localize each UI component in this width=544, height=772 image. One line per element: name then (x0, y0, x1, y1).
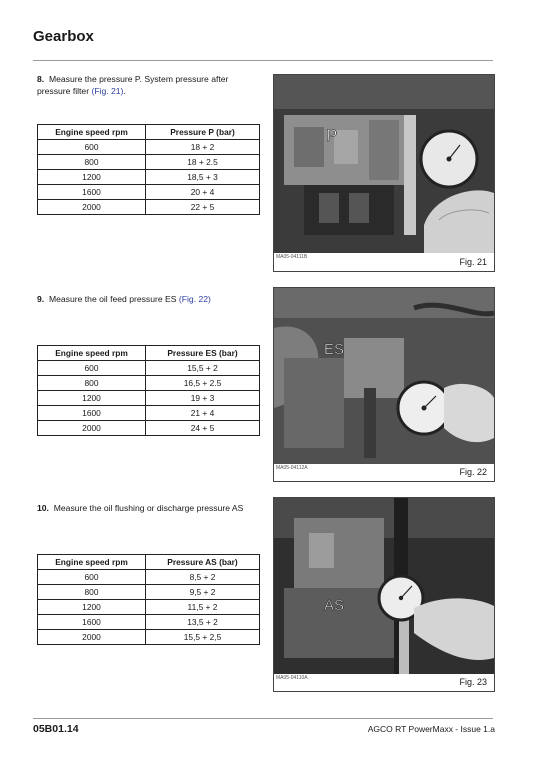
table-cell: 2000 (38, 421, 146, 436)
figure-code: MA05-04110A (276, 675, 308, 681)
step-text: Measure the pressure P. System pressure after pressure filter (37, 74, 229, 96)
table-cell: 18 + 2.5 (146, 155, 260, 170)
table-row (38, 570, 260, 585)
pressure-table-as (37, 554, 260, 645)
table-cell: 1200 (38, 600, 146, 615)
table-cell: 2000 (38, 200, 146, 215)
table-row (38, 600, 260, 615)
table-row (38, 585, 260, 600)
table-cell: 600 (38, 361, 146, 376)
step-number: 9. (37, 294, 45, 304)
step-number: 8. (37, 74, 45, 84)
table-row (38, 421, 260, 436)
figure-23-photo (274, 498, 494, 674)
table-row (38, 185, 260, 200)
table-cell: 18,5 + 3 (146, 170, 260, 185)
table-cell: 13,5 + 2 (146, 615, 260, 630)
table-row (38, 630, 260, 645)
page-title: Gearbox (33, 28, 94, 45)
table-cell: 800 (38, 376, 146, 391)
table-row (38, 200, 260, 215)
photo-label: AS (324, 597, 345, 614)
column-header: Engine speed rpm (38, 125, 146, 140)
table-row (38, 361, 260, 376)
table-cell: 800 (38, 155, 146, 170)
figure-reference-link[interactable]: (Fig. 21) (91, 85, 124, 96)
column-header: Pressure AS (bar) (146, 555, 260, 570)
table-cell: 600 (38, 140, 146, 155)
step-number: 10. (37, 503, 49, 513)
column-header: Engine speed rpm (38, 346, 146, 361)
table-cell: 600 (38, 570, 146, 585)
table-cell: 1600 (38, 406, 146, 421)
photo-label: P (326, 126, 338, 145)
step-text: Measure the oil flushing or discharge pressure AS (53, 503, 244, 513)
table-cell: 16,5 + 2.5 (146, 376, 260, 391)
table-cell: 1200 (38, 170, 146, 185)
figure-23-frame (273, 497, 495, 692)
figure-caption: Fig. 21 (459, 257, 487, 267)
table-row (38, 376, 260, 391)
table-cell: 1600 (38, 615, 146, 630)
page-number: 05B01.14 (33, 723, 79, 735)
table-cell: 2000 (38, 630, 146, 645)
table-row (38, 615, 260, 630)
figure-22-photo (274, 288, 494, 464)
step-10-instruction (37, 503, 272, 515)
table-cell: 1600 (38, 185, 146, 200)
footer-divider (33, 718, 493, 719)
figure-reference-link[interactable]: (Fig. 22) (178, 294, 211, 304)
table-row (38, 406, 260, 421)
table-cell: 20 + 4 (146, 185, 260, 200)
table-cell: 21 + 4 (146, 406, 260, 421)
figure-22-frame (273, 287, 495, 482)
table-cell: 1200 (38, 391, 146, 406)
table-cell: 15,5 + 2 (146, 361, 260, 376)
table-cell: 8,5 + 2 (146, 570, 260, 585)
table-row (38, 170, 260, 185)
figure-caption: Fig. 23 (459, 677, 487, 687)
figure-21-frame (273, 74, 495, 272)
step-text-tail: . (123, 85, 126, 96)
figure-21-photo (274, 75, 494, 253)
step-text: Measure the oil feed pressure ES (48, 294, 177, 304)
column-header: Engine speed rpm (38, 555, 146, 570)
figure-code: MA05-04112A (276, 465, 308, 471)
table-cell: 18 + 2 (146, 140, 260, 155)
pressure-table-p (37, 124, 260, 215)
table-row (38, 155, 260, 170)
column-header: Pressure ES (bar) (146, 346, 260, 361)
pressure-table-es (37, 345, 260, 436)
document-title: AGCO RT PowerMaxx - Issue 1.a (367, 724, 495, 734)
table-cell: 15,5 + 2,5 (146, 630, 260, 645)
table-cell: 24 + 5 (146, 421, 260, 436)
table-cell: 19 + 3 (146, 391, 260, 406)
step-9-instruction (37, 294, 259, 306)
step-8-instruction (37, 74, 259, 97)
table-row (38, 140, 260, 155)
photo-label: ES (324, 341, 345, 358)
column-header: Pressure P (bar) (146, 125, 260, 140)
figure-code: MA05-04111B (276, 254, 308, 260)
header-divider (33, 60, 493, 61)
figure-caption: Fig. 22 (459, 467, 487, 477)
table-cell: 800 (38, 585, 146, 600)
table-cell: 11,5 + 2 (146, 600, 260, 615)
table-cell: 9,5 + 2 (146, 585, 260, 600)
table-row (38, 391, 260, 406)
table-cell: 22 + 5 (146, 200, 260, 215)
